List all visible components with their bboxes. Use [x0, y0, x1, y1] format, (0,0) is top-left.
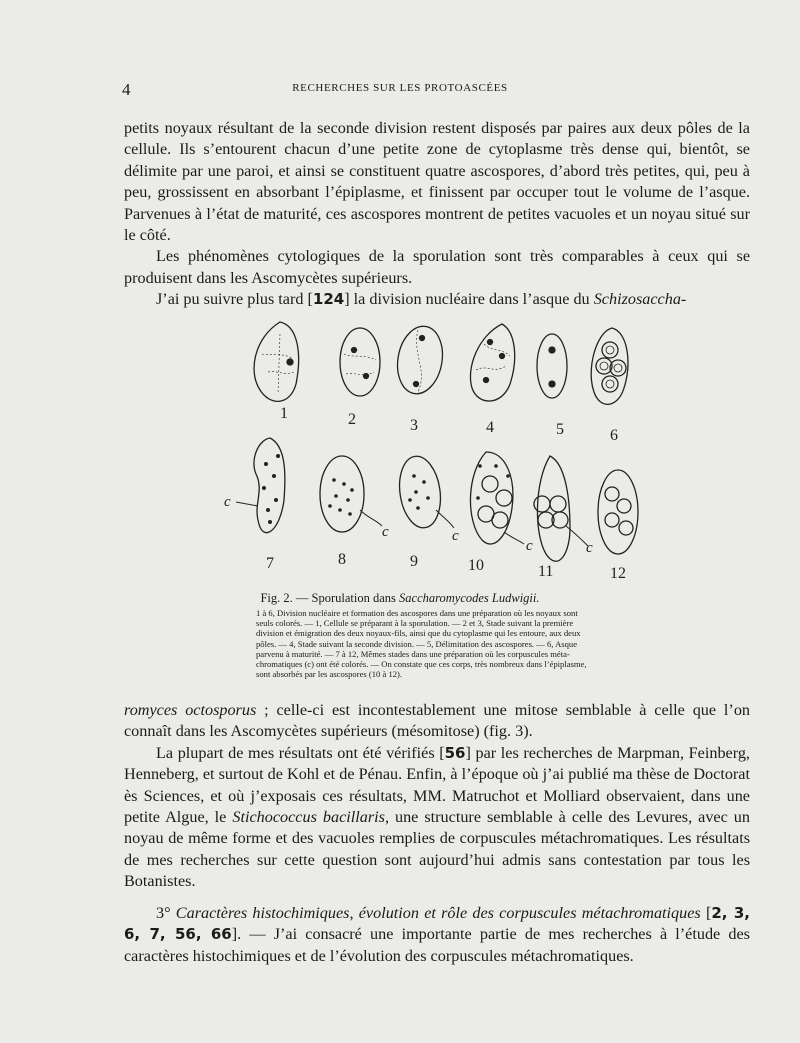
- cell-drawing: [340, 328, 380, 396]
- figure-caption-title: [0, 591, 800, 606]
- cell-drawing: [470, 452, 524, 544]
- figure-c-label: c: [382, 524, 389, 540]
- paragraph: petits noyaux résultant de la seconde division restent disposés par paires aux deux pôles de la cellule. Ils s’entourent chacun d’une petite zone de cytoplasme très dense qui, bientôt, se délimite par une paroi, et ainsi se constituent quatre ascospores, d’abord très petites, qui, peu à peu, grossissent en absorbant l’épiplasme, et finissent par occuper tout le volume de l’asque. Parvenues à l’état de maturité, ces ascospores montrent de petites vacuoles et un noyau situé sur le côté.: [124, 119, 750, 245]
- text-span: [: [700, 904, 712, 922]
- running-title: RECHERCHES SUR LES PROTOASCÉES: [292, 82, 508, 94]
- paragraph: [124, 289, 750, 310]
- figure-label: 1: [280, 405, 288, 422]
- caption-line: parvenu à maturité. — 7 à 12, Mêmes stades dans une préparation où les corpuscules méta-: [256, 648, 570, 659]
- figure-label: 9: [410, 553, 418, 570]
- text-span: La plupart de mes résultats ont été vérifiés [: [156, 743, 445, 762]
- cell-drawing: [591, 328, 628, 404]
- caption-line: division et émigration des deux noyaux-fils, ainsi que du cytoplasme qui les entoure, aux deux: [256, 628, 581, 639]
- text-span: ] la division nucléaire dans l’asque du: [344, 290, 594, 309]
- figure-label: 7: [266, 555, 274, 572]
- reference-numbers: 2, 3, 6, 7, 56, 66: [124, 904, 750, 944]
- caption-line: seuls colorés. — 1, Cellule se préparant à la sporulation. — 2 et 3, Stade suivant la première: [256, 618, 574, 629]
- figure-c-label: c: [224, 494, 231, 510]
- figure-caption: [256, 608, 650, 679]
- caption-title-text: Fig. 2. — Sporulation dans: [260, 591, 400, 605]
- caption-line: pôles. — 4, Stade suivant la seconde division. — 5, Délimitation des ascospores. — 6, Asque: [256, 638, 578, 649]
- cell-drawing: [392, 323, 447, 398]
- figure-c-label: c: [586, 540, 593, 556]
- text-span: J’ai pu suivre plus tard [: [156, 290, 313, 309]
- text-block-middle: [124, 700, 750, 893]
- figure-label: 8: [338, 551, 346, 568]
- text-block-top: [124, 118, 750, 311]
- section-heading: Caractères histochimiques, évolution et rôle des corpuscules métachromatiques: [175, 904, 701, 922]
- cell-drawing: [320, 456, 382, 532]
- cell-drawing: [598, 470, 638, 554]
- figure-label: 2: [348, 411, 356, 428]
- caption-species: Saccharomycodes Ludwigii.: [399, 591, 540, 605]
- species-name: Schizosaccha-: [593, 290, 687, 309]
- reference-number: 124: [312, 290, 345, 309]
- figure-label: 12: [610, 565, 626, 582]
- figure-label: 11: [538, 563, 554, 580]
- paragraph: [124, 743, 750, 893]
- text-span: ] par les recherches de Marpman, Feinberg, Henneberg, et surtout de Kohl et de Pénau. Enfin, à l’époque où j’ai publié ma thèse de Doctorat ès Sciences, et où j’exposais ces résultats, MM. Matruchot et Molliard observaient, dans une petite Algue, le: [124, 743, 750, 827]
- figure-label: 10: [468, 557, 484, 574]
- caption-line: sont absorbés par les ascospores (10 à 12).: [256, 669, 403, 680]
- cell-drawing: [537, 334, 567, 398]
- figure-label: 5: [556, 421, 564, 438]
- text-span: ; celle-ci est incontestablement une mitose semblable à celle que l’on connaît dans les Ascomycètes supérieurs (mésomitose) (fig. 3).: [124, 701, 751, 741]
- species-name: Stichococcus bacillaris: [232, 808, 385, 827]
- figure-label: 3: [410, 417, 418, 434]
- figure-c-label: c: [526, 538, 533, 554]
- reference-number: 56: [444, 743, 466, 762]
- paragraph: [124, 700, 750, 743]
- cell-drawing: [236, 438, 285, 533]
- text-block-bottom: [124, 903, 750, 967]
- caption-line: chromatiques (c) ont été colorés. — On constate que ces corps, très nombreux dans l’épiplasme,: [256, 659, 587, 670]
- figure-sporulation: [224, 314, 650, 586]
- cell-drawing: [534, 456, 588, 561]
- figure-label: 6: [610, 427, 618, 444]
- figure-c-label: c: [452, 528, 459, 544]
- paragraph: [124, 903, 750, 967]
- page-number: 4: [122, 80, 131, 99]
- text-span: ]. — J’ai consacré une importante partie de mes recherches à l’étude des caractères histochimiques et de l’évolution des corpuscules métachromatiques.: [124, 925, 750, 965]
- cell-drawing: [254, 322, 299, 401]
- species-name: romyces octosporus: [124, 701, 257, 719]
- cell-drawing: [395, 454, 454, 531]
- figure-label: 4: [486, 419, 494, 436]
- cell-drawing: [470, 324, 514, 401]
- paragraph: Les phénomènes cytologiques de la sporulation sont très comparables à ceux qui se produisent dans les Ascomycètes supérieurs.: [124, 247, 750, 287]
- text-span: , une structure semblable à celle des Levures, avec un noyau de même forme et des vacuoles remplies de corpuscules métachromatiques. Les résultats de mes recherches sur cette question sont aujourd’hui admis sans contestation par tous les Botanistes.: [124, 808, 750, 891]
- caption-line: 1 à 6, Division nucléaire et formation des ascospores dans une préparation où les noyaux sont: [256, 608, 578, 618]
- section-number: 3°: [156, 904, 176, 922]
